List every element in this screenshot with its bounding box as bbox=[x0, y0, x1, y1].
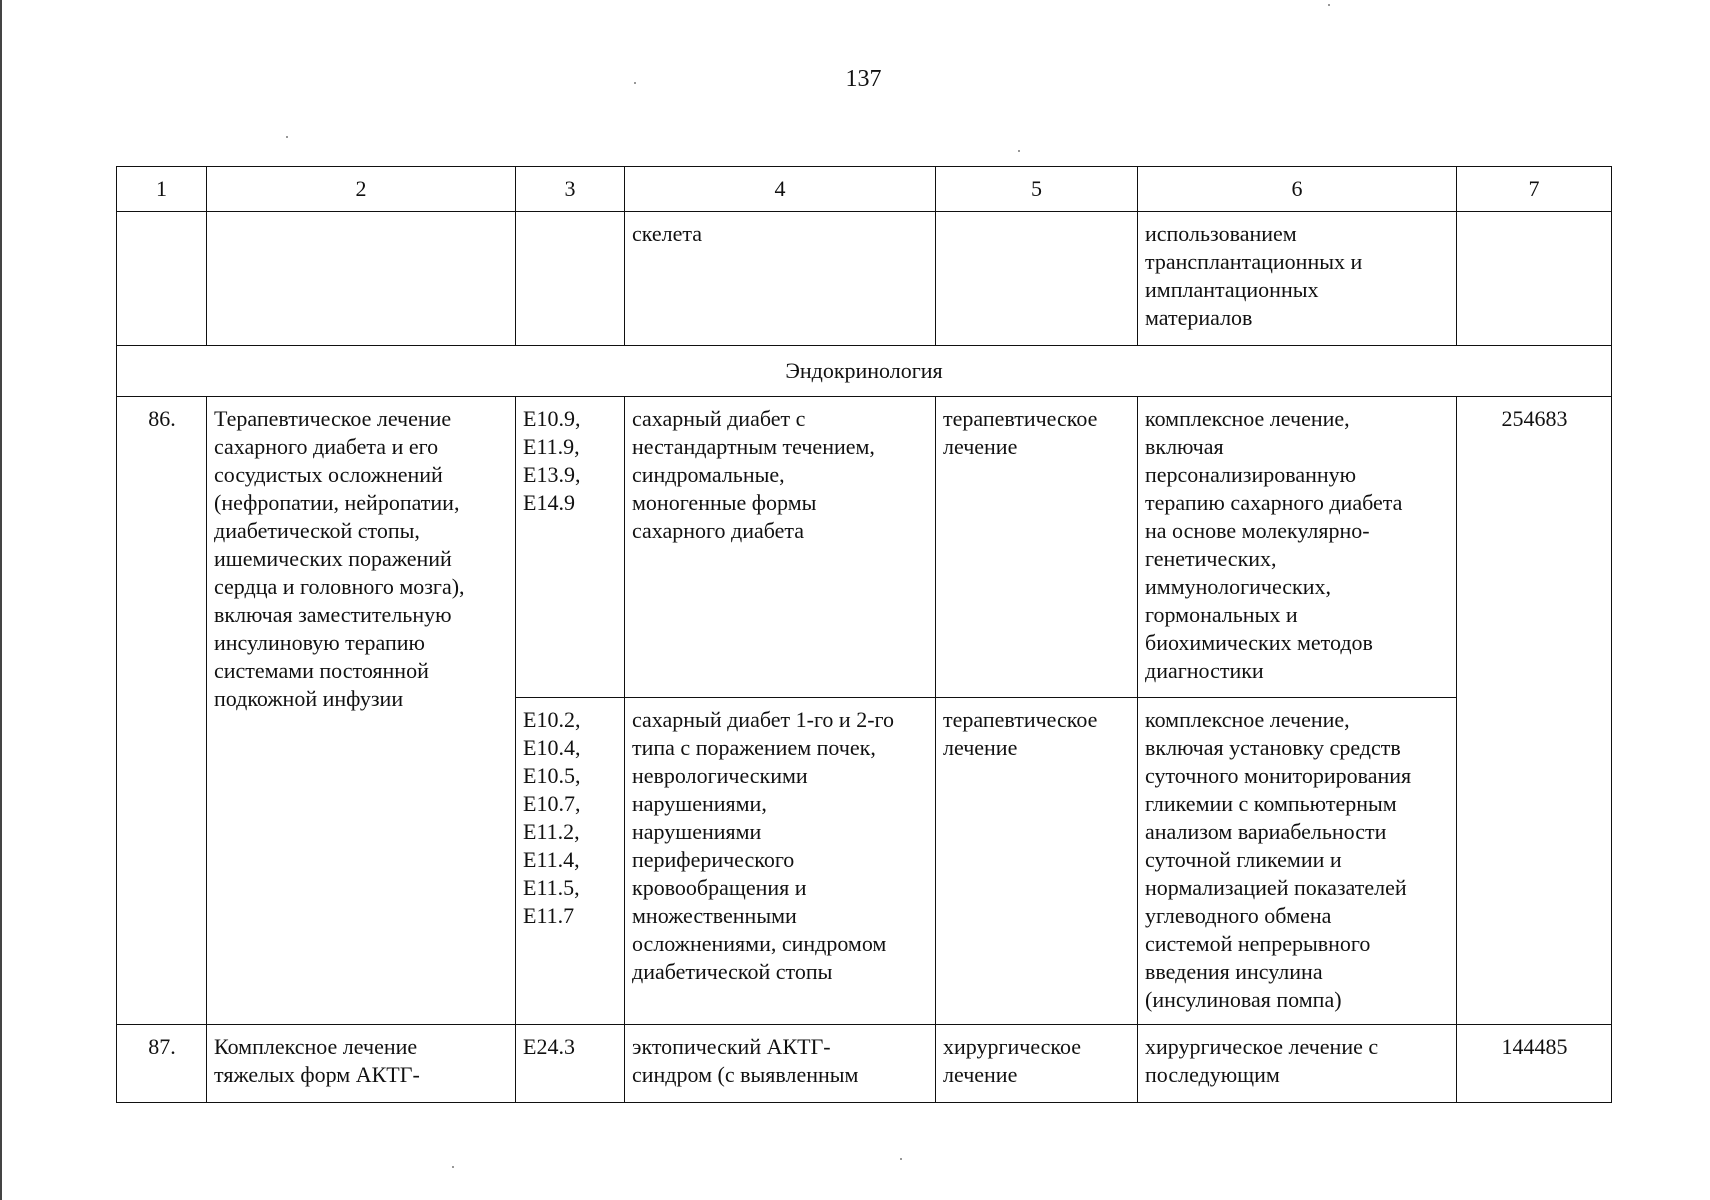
row-number: 87. bbox=[117, 1025, 207, 1103]
table-cell bbox=[516, 212, 625, 346]
column-number: 5 bbox=[936, 167, 1138, 212]
patient-model-cell: скелета bbox=[625, 212, 936, 346]
table-cell bbox=[117, 212, 207, 346]
scan-speck bbox=[1328, 4, 1330, 6]
table-row bbox=[117, 1025, 1612, 1103]
column-numbers-row bbox=[117, 167, 1612, 212]
section-title: Эндокринология bbox=[117, 346, 1612, 397]
table-cell bbox=[1457, 212, 1612, 346]
scan-speck bbox=[900, 1158, 902, 1160]
scan-speck bbox=[1018, 150, 1020, 152]
patient-model-cell: сахарный диабет 1-го и 2-го типа с поражением почек, неврологическими нарушениями, нарушениями периферического кровообращения и множественными осложнениями, синдромом диабетической стопы bbox=[625, 698, 936, 1025]
icd-codes-cell: E24.3 bbox=[516, 1025, 625, 1103]
treatment-method-cell: комплексное лечение, включая персонализированную терапию сахарного диабета на основе молекулярно- генетических, иммунологических, гормональных и биохимических методов диагностики bbox=[1138, 397, 1457, 698]
treatment-type-cell: терапевтическое лечение bbox=[936, 397, 1138, 698]
section-row bbox=[117, 346, 1612, 397]
column-number: 7 bbox=[1457, 167, 1612, 212]
table-cell bbox=[936, 212, 1138, 346]
scan-speck bbox=[634, 82, 636, 84]
treatment-method-cell: использованием трансплантационных и имплантационных материалов bbox=[1138, 212, 1457, 346]
page-number: 137 bbox=[845, 66, 882, 92]
table-cell bbox=[207, 212, 516, 346]
treatment-type-cell: хирургическое лечение bbox=[936, 1025, 1138, 1103]
column-number: 4 bbox=[625, 167, 936, 212]
treatment-method-cell: хирургическое лечение с последующим bbox=[1138, 1025, 1457, 1103]
price-cell: 254683 bbox=[1457, 397, 1612, 1025]
treatment-type-cell: терапевтическое лечение bbox=[936, 698, 1138, 1025]
icd-codes-cell: E10.2, E10.4, E10.5, E10.7, E11.2, E11.4, E11.5, E11.7 bbox=[516, 698, 625, 1025]
price-cell: 144485 bbox=[1457, 1025, 1612, 1103]
table-row bbox=[117, 397, 1612, 698]
scan-speck bbox=[452, 1166, 454, 1168]
medical-care-table bbox=[116, 166, 1612, 1103]
row-number: 86. bbox=[117, 397, 207, 1025]
continuation-row bbox=[117, 212, 1612, 346]
care-type-cell: Терапевтическое лечение сахарного диабета и его сосудистых осложнений (нефропатии, нейропатии, диабетической стопы, ишемических поражений сердца и головного мозга), включая заместительную инсулиновую терапию системами постоянной подкожной инфузии bbox=[207, 397, 516, 1025]
icd-codes-cell: E10.9, E11.9, E13.9, E14.9 bbox=[516, 397, 625, 698]
care-type-cell: Комплексное лечение тяжелых форм АКТГ- bbox=[207, 1025, 516, 1103]
column-number: 2 bbox=[207, 167, 516, 212]
column-number: 3 bbox=[516, 167, 625, 212]
patient-model-cell: сахарный диабет с нестандартным течением, синдромальные, моногенные формы сахарного диабета bbox=[625, 397, 936, 698]
column-number: 6 bbox=[1138, 167, 1457, 212]
scan-edge bbox=[0, 0, 2, 1200]
patient-model-cell: эктопический АКТГ- синдром (с выявленным bbox=[625, 1025, 936, 1103]
column-number: 1 bbox=[117, 167, 207, 212]
scan-speck bbox=[286, 136, 288, 138]
treatment-method-cell: комплексное лечение, включая установку средств суточного мониторирования гликемии с компьютерным анализом вариабельности суточной гликемии и нормализацией показателей углеводного обмена системой непрерывного введения инсулина (инсулиновая помпа) bbox=[1138, 698, 1457, 1025]
